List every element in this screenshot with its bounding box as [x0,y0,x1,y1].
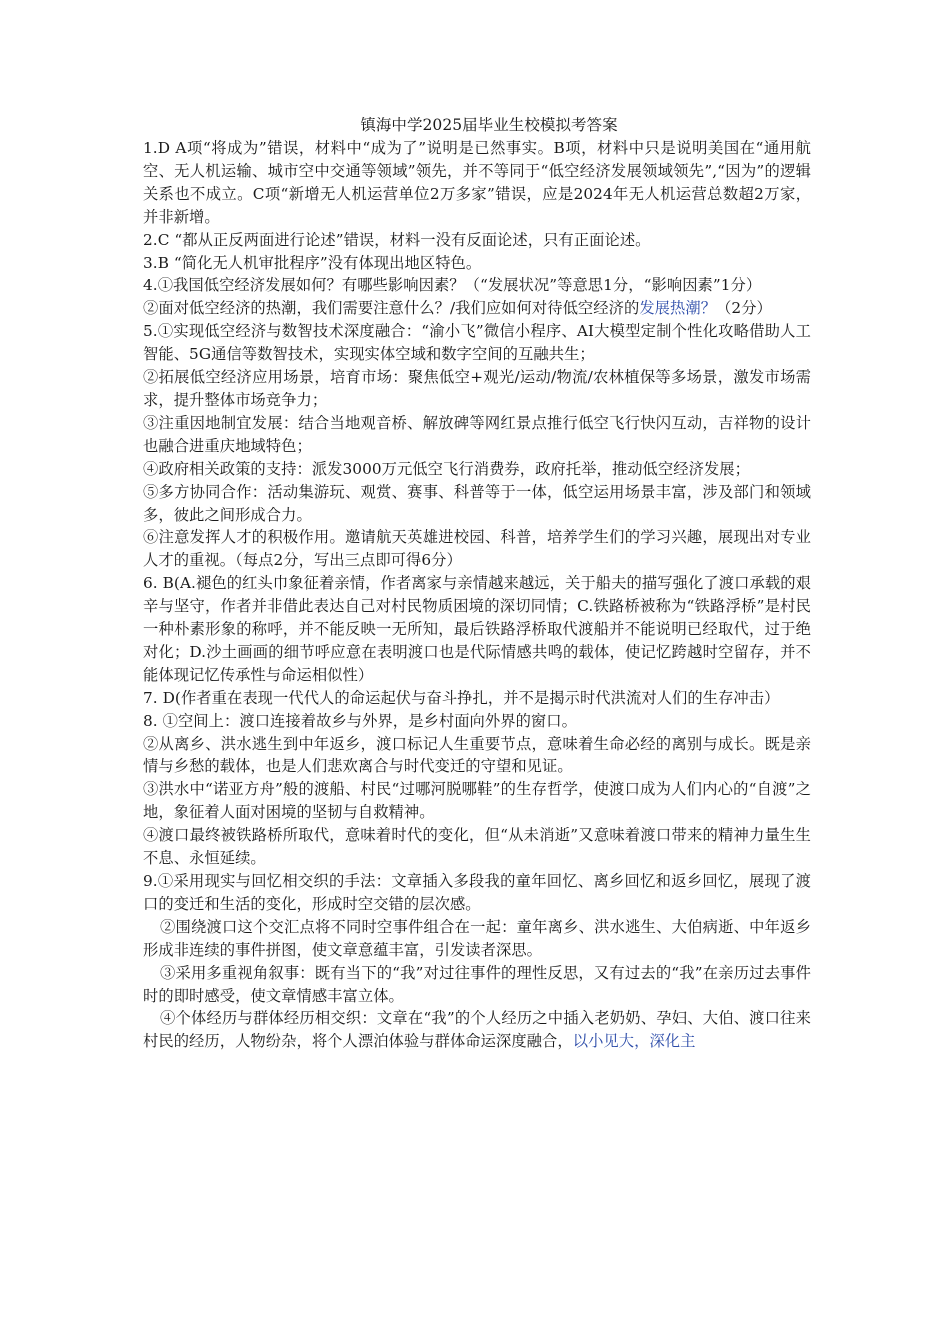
answer-paragraph [143,458,811,481]
answer-paragraph [143,710,811,733]
paragraph-text: 7. D(作者重在表现一代代人的命运起伏与奋斗挣扎，并不是揭示时代洪流对人们的生存冲击） [143,688,780,707]
answer-paragraph [143,297,811,320]
paragraph-text: 9.①采用现实与回忆相交织的手法：文章插入多段我的童年回忆、离乡回忆和返乡回忆，展现了渡口的变迁和生活的变化，形成时空交错的层次感。 [143,872,811,913]
answer-paragraph [143,733,811,779]
answer-paragraph [143,916,811,962]
answer-paragraph [143,1007,811,1053]
answer-paragraph [143,366,811,412]
paragraph-tail-text: （2分） [716,299,772,318]
paragraph-text: ②拓展低空经济应用场景，培育市场：聚焦低空+观光/运动/物流/农林植保等多场景，激发市场需求，提升整体市场竞争力； [143,368,811,409]
handwritten-highlight-text: 以小见大，深化主 [572,1032,696,1051]
paragraph-text: ②围绕渡口这个交汇点将不同时空事件组合在一起：童年离乡、洪水逃生、大伯病逝、中年返乡形成非连续的事件拼图，使文章意蕴丰富，引发读者深思。 [143,917,811,959]
answer-paragraph [143,229,811,252]
answer-paragraph [143,274,811,297]
paragraph-text: ③采用多重视角叙事：既有当下的“我”对过往事件的理性反思，又有过去的“我”在亲历过去事件时的即时感受，使文章情感丰富立体。 [143,963,811,1005]
paragraph-text: 4.①我国低空经济发展如何？有哪些影响因素？（“发展状况”等意思1分，“影响因素”1分） [143,276,762,295]
paragraph-text: ④渡口最终被铁路桥所取代，意味着时代的变化，但“从未消逝”又意味着渡口带来的精神力量生生不息、永恒延续。 [143,826,811,868]
paragraph-text: ⑥注意发挥人才的积极作用。邀请航天英雄进校园、科普，培养学生们的学习兴趣，展现出对专业人才的重视。（每点2分，写出三点即可得6分） [143,528,811,570]
paragraph-text: ④个体经历与群体经历相交织：文章在“我”的个人经历之中插入老奶奶、孕妇、大伯、渡口往来村民的经历，人物纷杂，将个人漂泊体验与群体命运深度融合， [143,1009,811,1051]
paragraph-text: ②面对低空经济的热潮，我们需要注意什么？/我们应如何对待低空经济的 [143,299,640,318]
paragraph-text: ③洪水中“诺亚方舟”般的渡船、村民“过哪河脱哪鞋”的生存哲学，使渡口成为人们内心的“自渡”之地，象征着人面对困境的坚韧与自救精神。 [143,780,811,822]
answer-paragraph [143,824,811,870]
paragraph-text: 6. B(A.褪色的红头巾象征着亲情，作者离家与亲情越来越远，关于船夫的描写强化了渡口承载的艰辛与坚守，作者并非借此表达自己对村民物质困境的深切同情；C.铁路桥被称为“铁路浮桥”是村民一种朴素形象的称呼，并不能反映一无所知，最后铁路浮桥取代渡船并不能说明已经取代，过于绝对化；D.沙土画画的细节呼应意在表明渡口也是代际情感共鸣的载体，使记忆跨越时空留存，并不能体现记忆传承性与命运相似性） [143,574,811,684]
paragraph-text: 2.C “都从正反两面进行论述”错误，材料一没有反面论述，只有正面论述。 [143,230,651,249]
answer-paragraph [143,572,811,687]
answer-paragraph [143,412,811,458]
handwritten-highlight-text: 发展热潮？ [639,299,717,318]
answer-paragraph [143,870,811,916]
paragraph-text: 3.B “简化无人机审批程序”没有体现出地区特色。 [143,253,482,272]
paragraph-text: ②从离乡、洪水逃生到中年返乡，渡口标记人生重要节点，意味着生命必经的离别与成长。既是亲情与乡愁的载体，也是人们悲欢离合与时代变迁的守望和见证。 [143,734,811,776]
answer-sheet [143,113,811,1053]
paragraph-text: 1.D A项“将成为”错误，材料中“成为了”说明是已然事实。B项，材料中只是说明美国在“通用航空、无人机运输、城市空中交通等领域”领先，并不等同于“低空经济发展领域领先”,“因为”的逻辑关系也不成立。C项“新增无人机运营单位2万多家”错误，应是2024年无人机运营总数超2万家，并非新增。 [143,139,811,226]
answer-body [143,137,811,1053]
paragraph-text: ③注重因地制宜发展：结合当地观音桥、解放碑等网红景点推行低空飞行快闪互动，吉祥物的设计也融合进重庆地域特色； [143,413,811,455]
answer-paragraph [143,687,811,710]
answer-paragraph [143,526,811,572]
paragraph-text: ④政府相关政策的支持：派发3000万元低空飞行消费券，政府托举，推动低空经济发展； [143,459,750,478]
answer-paragraph [143,252,811,275]
answer-paragraph [143,137,811,229]
answer-paragraph [143,320,811,366]
answer-paragraph [143,481,811,527]
paragraph-text: 5.①实现低空经济与数智技术深度融合：“渝小飞”微信小程序、AI大模型定制个性化攻略借助人工智能、5G通信等数智技术，实现实体空域和数字空间的互融共生； [143,322,811,364]
page-title: 镇海中学2025届毕业生校模拟考答案 [360,116,618,134]
answer-paragraph [143,962,811,1008]
answer-paragraph [143,778,811,824]
paragraph-text: ⑤多方协同合作：活动集游玩、观赏、赛事、科普等于一体，低空运用场景丰富，涉及部门和领域多，彼此之间形成合力。 [143,482,811,524]
paragraph-text: 8. ①空间上：渡口连接着故乡与外界，是乡村面向外界的窗口。 [143,711,577,730]
